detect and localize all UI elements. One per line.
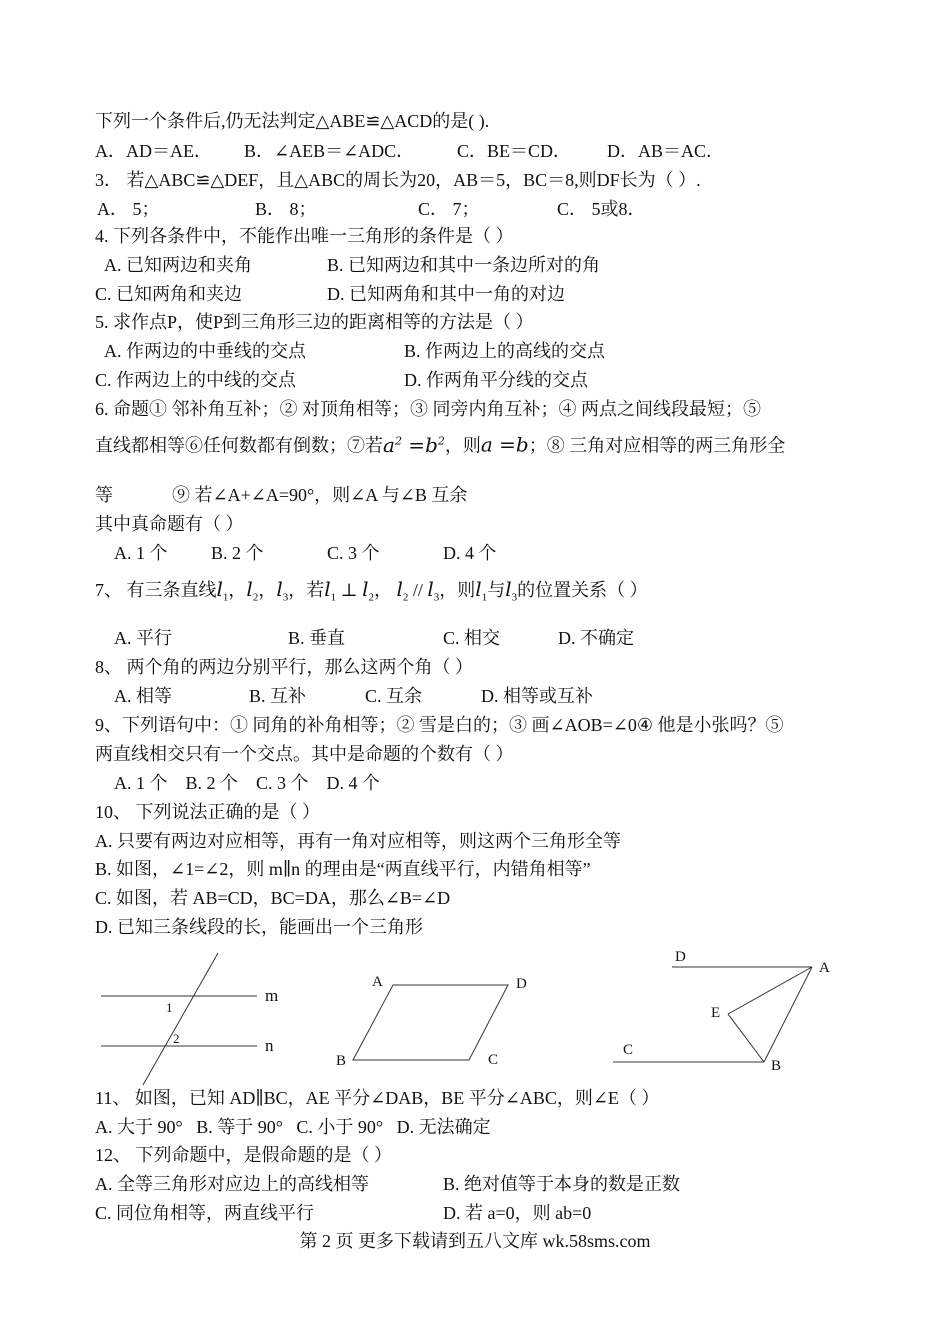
q5-stem: 5. 求作点P，使P到三角形三边的距离相等的方法是（ ） <box>95 312 534 332</box>
q2-option-d: D．AB＝AC． <box>607 141 725 161</box>
q7-option-a: A. 平行 <box>114 628 172 648</box>
label-D-fig3: D <box>675 949 686 965</box>
label-A-fig3: A <box>819 960 830 976</box>
label-n: n <box>265 1036 274 1055</box>
segment-ab <box>764 967 812 1062</box>
q6-option-c: C. 3 个 <box>327 543 380 563</box>
q12-option-d: D. 若 a=0，则 ab=0 <box>443 1203 592 1223</box>
q8-option-d: D. 相等或互补 <box>481 686 593 706</box>
segment-eb <box>728 1014 764 1062</box>
q7-stem: 7、 有三条直线$l_1$，$l_2$，$l_3$，若$l_1$ ⊥ $l_2$， $l_2 // l_3$，则$l_1$与$l_3$的位置关系（ ） <box>95 577 648 604</box>
label-A-fig2: A <box>372 974 383 990</box>
segment-ae <box>728 967 812 1014</box>
figure-parallelogram <box>353 985 508 1060</box>
label-angle-1: 1 <box>166 1000 173 1015</box>
q6-option-d: D. 4 个 <box>443 543 497 563</box>
q8-stem: 8、 两个角的两边分别平行，那么这两个角（ ） <box>95 657 473 677</box>
q5-option-a: A. 作两边的中垂线的交点 <box>104 341 306 361</box>
q2-option-c: C．BE＝CD． <box>457 141 572 161</box>
q6-line4: 其中真命题有（ ） <box>95 514 244 534</box>
q3-option-b: B． 8； <box>255 199 317 219</box>
transversal-line <box>143 953 218 1085</box>
q5-option-d: D. 作两角平分线的交点 <box>404 370 588 390</box>
q7-option-d: D. 不确定 <box>558 628 634 648</box>
q3-option-c: C． 7； <box>418 199 480 219</box>
q4-option-b: B. 已知两边和其中一条边所对的角 <box>327 255 601 275</box>
q2-stem: 下列一个条件后,仍无法判定△ABE≌△ACD的是( ). <box>95 111 490 131</box>
q3-option-d: C． 5或8． <box>557 199 646 219</box>
q3-stem: 3． 若△ABC≌△DEF，且△ABC的周长为20，AB＝5，BC＝8,则DF长为（ ）. <box>95 170 701 190</box>
q4-option-d: D. 已知两角和其中一角的对边 <box>327 284 565 304</box>
q10-stem: 10、 下列说法正确的是（ ） <box>95 802 320 822</box>
q4-option-a: A. 已知两边和夹角 <box>104 255 252 275</box>
q8-option-b: B. 互补 <box>249 686 307 706</box>
label-D-fig2: D <box>516 976 527 992</box>
q2-option-a: A．AD＝AE． <box>95 141 212 161</box>
q8-option-c: C. 互余 <box>365 686 423 706</box>
q9-line2: 两直线相交只有一个交点。其中是命题的个数有（ ） <box>95 744 514 764</box>
q6-line3-b: ⑨ 若∠A+∠A=90°，则∠A 与∠B 互余 <box>172 485 468 505</box>
q12-option-c: C. 同位角相等，两直线平行 <box>95 1203 315 1223</box>
q6-line1: 6. 命题① 邻补角互补；② 对顶角相等；③ 同旁内角互补；④ 两点之间线段最短；⑤ <box>95 399 761 419</box>
q10-option-d: D. 已知三条线段的长，能画出一个三角形 <box>95 917 423 937</box>
q2-option-b: B．∠AEB＝∠ADC． <box>244 141 415 161</box>
page-footer: 第 2 页 更多下载请到五八文库 wk.58sms.com <box>299 1231 651 1251</box>
q5-option-b: B. 作两边上的高线的交点 <box>404 341 606 361</box>
label-B-fig3: B <box>771 1058 782 1074</box>
label-C-fig3: C <box>623 1042 634 1058</box>
q10-option-b: B. 如图，∠1=∠2，则 m∥n 的理由是“两直线平行，内错角相等” <box>95 859 591 879</box>
q4-option-c: C. 已知两角和夹边 <box>95 284 243 304</box>
q9-options: A. 1 个 B. 2 个 C. 3 个 D. 4 个 <box>114 773 381 793</box>
label-C-fig2: C <box>488 1052 499 1068</box>
q4-stem: 4. 下列各条件中，不能作出唯一三角形的条件是（ ） <box>95 226 514 246</box>
figure-parallel-lines <box>101 953 257 1085</box>
q6-option-b: B. 2 个 <box>211 543 264 563</box>
q8-option-a: A. 相等 <box>114 686 172 706</box>
q6-line3-a: 等 <box>95 485 113 505</box>
q10-option-a: A. 只要有两边对应相等，再有一角对应相等，则这两个三角形全等 <box>95 831 621 851</box>
q11-options: A. 大于 90° B. 等于 90° C. 小于 90° D. 无法确定 <box>95 1117 491 1137</box>
q11-stem: 11、 如图，已知 AD∥BC，AE 平分∠DAB，BE 平分∠ABC，则∠E（ ） <box>95 1088 660 1108</box>
label-E-fig3: E <box>711 1005 721 1021</box>
q7-option-b: B. 垂直 <box>288 628 346 648</box>
q6-line2: 直线都相等⑥任何数都有倒数；⑦若$a^2 =b^2$，则a =b；⑧ 三角对应相等的两三角形全 <box>95 432 786 457</box>
q12-option-a: A. 全等三角形对应边上的高线相等 <box>95 1174 369 1194</box>
q5-option-c: C. 作两边上的中线的交点 <box>95 370 297 390</box>
q10-option-c: C. 如图，若 AB=CD，BC=DA，那么∠B=∠D <box>95 888 451 908</box>
q7-option-c: C. 相交 <box>443 628 501 648</box>
q9-line1: 9、下列语句中：① 同角的补角相等；② 雪是白的；③ 画∠AOB=∠0④ 他是小张吗？⑤ <box>95 715 784 735</box>
q12-option-b: B. 绝对值等于本身的数是正数 <box>443 1174 681 1194</box>
label-angle-2: 2 <box>173 1031 180 1046</box>
label-m: m <box>265 986 279 1005</box>
label-B-fig2: B <box>336 1053 347 1069</box>
q6-option-a: A. 1 个 <box>114 543 168 563</box>
q12-stem: 12、 下列命题中，是假命题的是（ ） <box>95 1145 392 1165</box>
q3-option-a: A． 5； <box>97 199 160 219</box>
